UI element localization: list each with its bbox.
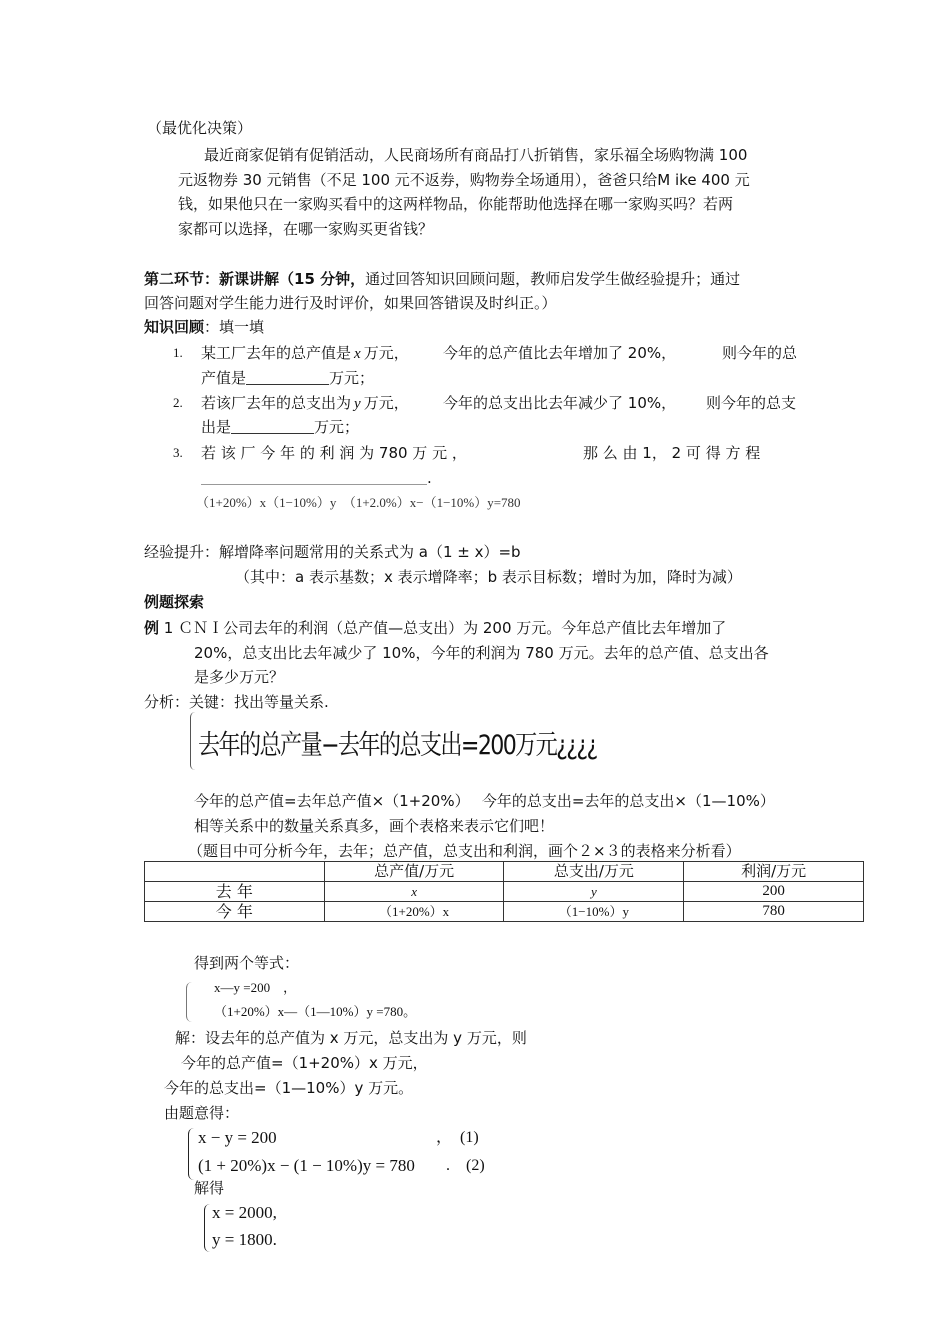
handwritten-equation: 去年的总产量−去年的总支出=200万元¿¿¿¿ bbox=[198, 730, 597, 761]
item3-text-a: 若 该 厂 今 年 的 利 润 为 780 万 元 ， bbox=[201, 444, 467, 462]
table-cell: 780 bbox=[684, 902, 864, 922]
item3-blank[interactable] bbox=[201, 468, 427, 485]
equation-1: x—y =200 ， bbox=[214, 980, 297, 995]
item2-text-d: 则今年的总支 bbox=[706, 394, 797, 412]
item3-answer: （1+20%）x（1−10%）y （1+2.0%）x−（1−10%）y=780 bbox=[196, 495, 521, 510]
solution-line-3: 今年的总支出=（1—10%）y 万元。 bbox=[164, 1079, 414, 1097]
table-cell: x bbox=[324, 882, 504, 902]
result-y: y = 1800. bbox=[212, 1230, 277, 1249]
result-brace bbox=[204, 1204, 210, 1252]
analysis-line: 分析：关键：找出等量关系. bbox=[144, 693, 329, 711]
item2-prefix: 出是 bbox=[201, 418, 232, 436]
item1-text-e bbox=[201, 366, 374, 390]
intro-title: （最优化决策） bbox=[147, 119, 253, 137]
review-rest: ：填一填 bbox=[204, 318, 265, 336]
example-line-1 bbox=[144, 616, 726, 640]
item1-prefix: 产值是 bbox=[201, 369, 247, 387]
system-eq-1-tag: ， (1) bbox=[436, 1129, 479, 1146]
review-heading bbox=[144, 315, 264, 339]
item1-var-x: x bbox=[354, 346, 361, 362]
example-line-2: 20%，总支出比去年减少了 10%，今年的利润为 780 万元。去年的总产值、总支出各 bbox=[194, 644, 769, 662]
system-brace bbox=[188, 1128, 194, 1180]
table-header-row bbox=[145, 862, 864, 882]
item2-var-y: y bbox=[354, 396, 361, 412]
section2-heading-line2: 回答问题对学生能力进行及时评价，如果回答错误及时纠正。） bbox=[144, 294, 557, 312]
relation-line-1: 今年的总产值=去年总产值×（1+20%） 今年的总支出=去年的总支出×（1—10%） bbox=[194, 792, 775, 810]
system-eq-2-tag: . (2) bbox=[446, 1157, 485, 1174]
solution-line-1: 解：设去年的总产值为 x 万元，总支出为 y 万元，则 bbox=[175, 1029, 527, 1047]
table-row bbox=[145, 882, 864, 902]
item1-number: 1. bbox=[173, 345, 183, 360]
equation-2: （1+20%）x—（1—10%）y =780。 bbox=[214, 1004, 417, 1019]
relation-line-3: （题目中可分析今年，去年；总产值，总支出和利润，画个２×３的表格来分析看） bbox=[188, 842, 741, 860]
item2-number: 2. bbox=[173, 395, 183, 410]
intro-line-1: 最近商家促销有促销活动，人民商场所有商品打八折销售，家乐福全场购物满 100 bbox=[204, 146, 748, 164]
item3-period: . bbox=[427, 469, 432, 487]
item3-blank-line bbox=[201, 466, 432, 490]
system-eq-1: x − y = 200 bbox=[198, 1128, 277, 1147]
review-label: 知识回顾 bbox=[144, 318, 205, 336]
table-cell: （1−10%）y bbox=[504, 902, 684, 922]
analysis-brace bbox=[190, 712, 195, 770]
intro-line-2: 元返物券 30 元销售（不足 100 元不返券，购物券全场通用），爸爸只给M ike 400 元 bbox=[178, 171, 750, 189]
table-cell: 今 年 bbox=[145, 902, 325, 922]
system-eq-2: (1 + 20%)x − (1 − 10%)y = 780 bbox=[198, 1156, 415, 1175]
item1-blank[interactable] bbox=[246, 368, 329, 385]
table-cell: y bbox=[504, 882, 684, 902]
item2-blank[interactable] bbox=[231, 417, 314, 434]
item1-text-a bbox=[201, 341, 409, 366]
intro-line-3: 钱，如果他只在一家购买看中的这两样物品，你能帮助他选择在哪一家购买吗？若两 bbox=[178, 195, 734, 213]
table-header-cell bbox=[145, 862, 325, 882]
relation-line-2: 相等关系中的数量关系真多，画个表格来表示它们吧！ bbox=[194, 817, 555, 835]
example-line-3: 是多少万元？ bbox=[194, 668, 285, 686]
solution-line-4: 由题意得： bbox=[164, 1104, 240, 1122]
item3-text-b: 那 么 由 1， 2 可 得 方 程 bbox=[583, 444, 761, 462]
table-cell: 200 bbox=[684, 882, 864, 902]
example-problem: 1 ＣＮＩ公司去年的利润（总产值—总支出）为 200 万元。今年总产值比去年增加了 bbox=[163, 619, 727, 637]
item2-suffix: 万元； bbox=[314, 418, 360, 436]
example-label: 例 bbox=[144, 619, 160, 637]
item1-lead: 某工厂去年的总产值是 bbox=[201, 344, 352, 362]
equations-brace bbox=[186, 982, 192, 1022]
item1-unit: 万元， bbox=[363, 344, 409, 362]
item2-text-c: 今年的总支出比去年减少了 10%， bbox=[443, 394, 677, 412]
table-header-cell: 总支出/万元 bbox=[504, 862, 684, 882]
section2-heading bbox=[144, 267, 740, 291]
item1-text-d: 则今年的总 bbox=[722, 344, 798, 362]
item1-suffix: 万元； bbox=[329, 369, 375, 387]
item2-text-a bbox=[201, 391, 409, 416]
table-row bbox=[145, 902, 864, 922]
item2-unit: 万元， bbox=[363, 394, 409, 412]
example-heading: 例题探索 bbox=[144, 593, 205, 611]
table-header-cell: 利润/万元 bbox=[684, 862, 864, 882]
two-equations-label: 得到两个等式： bbox=[194, 954, 300, 972]
experience-line-1: 经验提升：解增降率问题常用的关系式为 a（1 ± x）=b bbox=[144, 543, 521, 561]
item2-text-e bbox=[201, 415, 359, 439]
item2-lead: 若该厂去年的总支出为 bbox=[201, 394, 352, 412]
section2-heading-rest: 通过回答知识回顾问题，教师启发学生做经验提升；通过 bbox=[365, 270, 741, 288]
analysis-table bbox=[144, 861, 864, 922]
experience-line-2: （其中：a 表示基数；x 表示增降率；b 表示目标数；增时为加，降时为减） bbox=[235, 568, 742, 586]
item3-number: 3. bbox=[173, 445, 183, 460]
section2-heading-bold: 第二环节：新课讲解（15 分钟， bbox=[144, 270, 366, 288]
solved-label: 解得 bbox=[194, 1179, 225, 1197]
table-header-cell: 总产值/万元 bbox=[324, 862, 504, 882]
item1-text-c: 今年的总产值比去年增加了 20%， bbox=[443, 344, 677, 362]
intro-line-4: 家都可以选择，在哪一家购买更省钱？ bbox=[178, 220, 434, 238]
result-x: x = 2000, bbox=[212, 1203, 277, 1222]
table-cell: （1+20%）x bbox=[324, 902, 504, 922]
table-cell: 去 年 bbox=[145, 882, 325, 902]
solution-line-2: 今年的总产值=（1+20%）x 万元， bbox=[181, 1054, 428, 1072]
